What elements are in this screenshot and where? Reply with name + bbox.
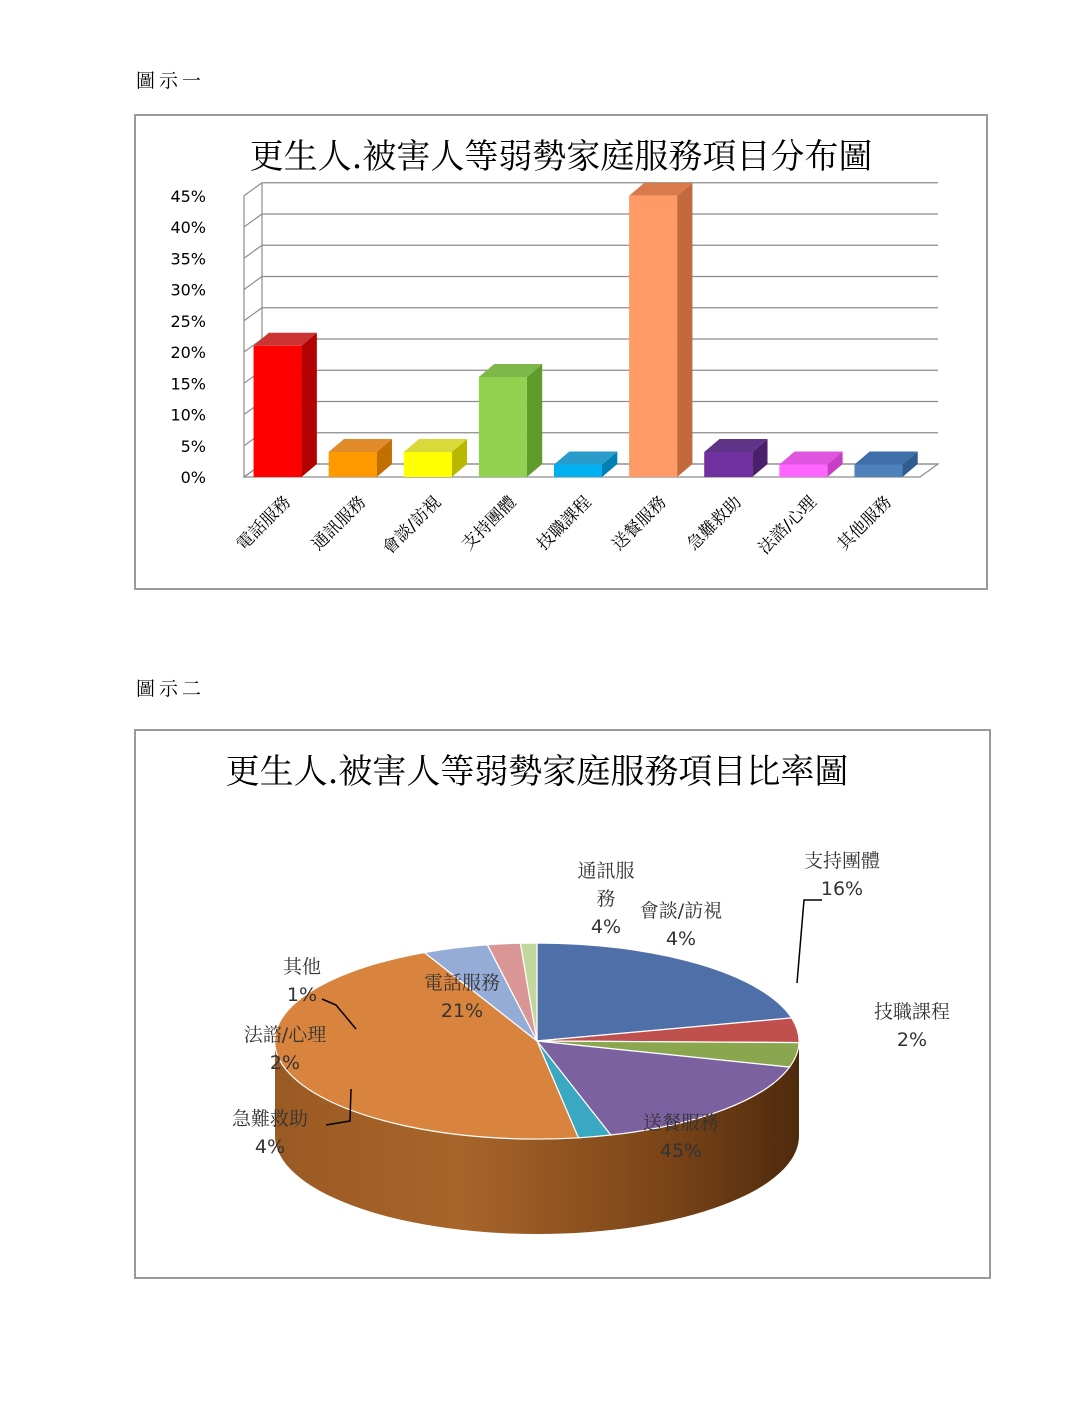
y-tick-label: 25% bbox=[170, 311, 206, 331]
slice-percent: 4% bbox=[590, 916, 622, 938]
gridline-side bbox=[244, 183, 262, 196]
bar-side bbox=[527, 364, 542, 477]
bar-front bbox=[479, 377, 527, 477]
slice-percent: 4% bbox=[665, 928, 697, 950]
slice-name: 急難救助 bbox=[231, 1108, 309, 1130]
leader-line bbox=[797, 900, 822, 983]
pie-chart-panel bbox=[134, 729, 991, 1279]
slice-percent: 4% bbox=[254, 1136, 286, 1158]
pie-slice-label bbox=[804, 850, 880, 900]
pie-slice-label bbox=[283, 956, 321, 1006]
gridline-side bbox=[244, 245, 262, 258]
bar bbox=[629, 183, 692, 477]
figure-1-label: 圖示一 bbox=[136, 70, 206, 92]
slice-name: 其他 bbox=[282, 956, 322, 978]
x-category-label: 送餐服務 bbox=[608, 492, 671, 555]
slice-percent: 1% bbox=[286, 984, 318, 1006]
y-tick-label: 30% bbox=[170, 280, 206, 300]
bar-x-axis-categories bbox=[233, 492, 896, 559]
pie-chart-title: 更生人.被害人等弱勢家庭服務項目比率圖 bbox=[225, 752, 849, 792]
slice-name: 技職課程 bbox=[873, 1001, 951, 1023]
pie-slice-label bbox=[874, 1001, 950, 1051]
y-tick-label: 45% bbox=[170, 186, 206, 206]
bar bbox=[704, 439, 767, 477]
slice-name: 通訊服 bbox=[577, 860, 635, 882]
bar-front bbox=[404, 452, 452, 477]
pie-slice-label bbox=[640, 900, 722, 950]
bar-chart-title: 更生人.被害人等弱勢家庭服務項目分布圖 bbox=[249, 137, 873, 177]
slice-name: 支持團體 bbox=[803, 850, 881, 872]
bar-chart-panel bbox=[134, 114, 988, 590]
x-category-label: 通訊服務 bbox=[307, 492, 371, 555]
bar-side bbox=[677, 183, 692, 477]
bar-front bbox=[629, 196, 677, 477]
pie-slices bbox=[275, 943, 799, 1139]
bar bbox=[779, 452, 842, 478]
bar-gridlines bbox=[244, 183, 938, 477]
y-tick-label: 20% bbox=[170, 343, 206, 362]
slice-percent: 16% bbox=[820, 878, 864, 900]
bar bbox=[254, 333, 317, 477]
bar bbox=[479, 364, 542, 477]
slice-name: 務 bbox=[596, 888, 616, 910]
y-tick-label: 5% bbox=[180, 436, 206, 456]
bar bbox=[554, 452, 617, 478]
figure-2-label: 圖示二 bbox=[136, 678, 206, 700]
bar bbox=[854, 452, 917, 478]
bar-chart bbox=[136, 116, 986, 588]
slice-name: 送餐服務 bbox=[642, 1112, 720, 1134]
x-category-label: 支持團體 bbox=[458, 492, 521, 555]
gridline-side bbox=[244, 277, 262, 290]
bar-front bbox=[554, 465, 602, 478]
bar bbox=[404, 439, 467, 477]
bar bbox=[329, 439, 392, 477]
bar-y-axis-ticks bbox=[170, 187, 206, 487]
x-category-label: 技職課程 bbox=[533, 492, 596, 555]
gridline-side bbox=[244, 308, 262, 321]
y-tick-label: 0% bbox=[180, 468, 206, 487]
y-tick-label: 15% bbox=[170, 374, 206, 394]
y-tick-label: 35% bbox=[170, 249, 206, 269]
gridline-side bbox=[244, 214, 262, 227]
x-category-label: 電話服務 bbox=[232, 492, 296, 555]
slice-name: 法諮/心理 bbox=[243, 1024, 327, 1046]
bar-front bbox=[704, 452, 752, 477]
y-tick-label: 40% bbox=[170, 218, 206, 237]
x-category-label: 法諮/心理 bbox=[754, 492, 821, 559]
bar-front bbox=[779, 465, 827, 478]
slice-name: 電話服務 bbox=[423, 972, 501, 994]
bar-front bbox=[854, 465, 902, 478]
slice-percent: 21% bbox=[440, 1000, 484, 1022]
slice-percent: 2% bbox=[269, 1052, 301, 1074]
slice-percent: 45% bbox=[659, 1140, 703, 1162]
y-tick-label: 10% bbox=[170, 405, 206, 425]
x-category-label: 急難救助 bbox=[683, 492, 746, 555]
bar-side bbox=[302, 333, 317, 477]
x-category-label: 其他服務 bbox=[833, 492, 896, 555]
bar-front bbox=[254, 346, 302, 477]
bar-front bbox=[329, 452, 377, 477]
slice-percent: 2% bbox=[896, 1029, 928, 1051]
x-category-label: 會談/訪視 bbox=[379, 492, 446, 559]
slice-name: 會談/訪視 bbox=[639, 900, 723, 922]
pie-chart bbox=[136, 731, 989, 1277]
pie-slice-label bbox=[577, 860, 634, 938]
